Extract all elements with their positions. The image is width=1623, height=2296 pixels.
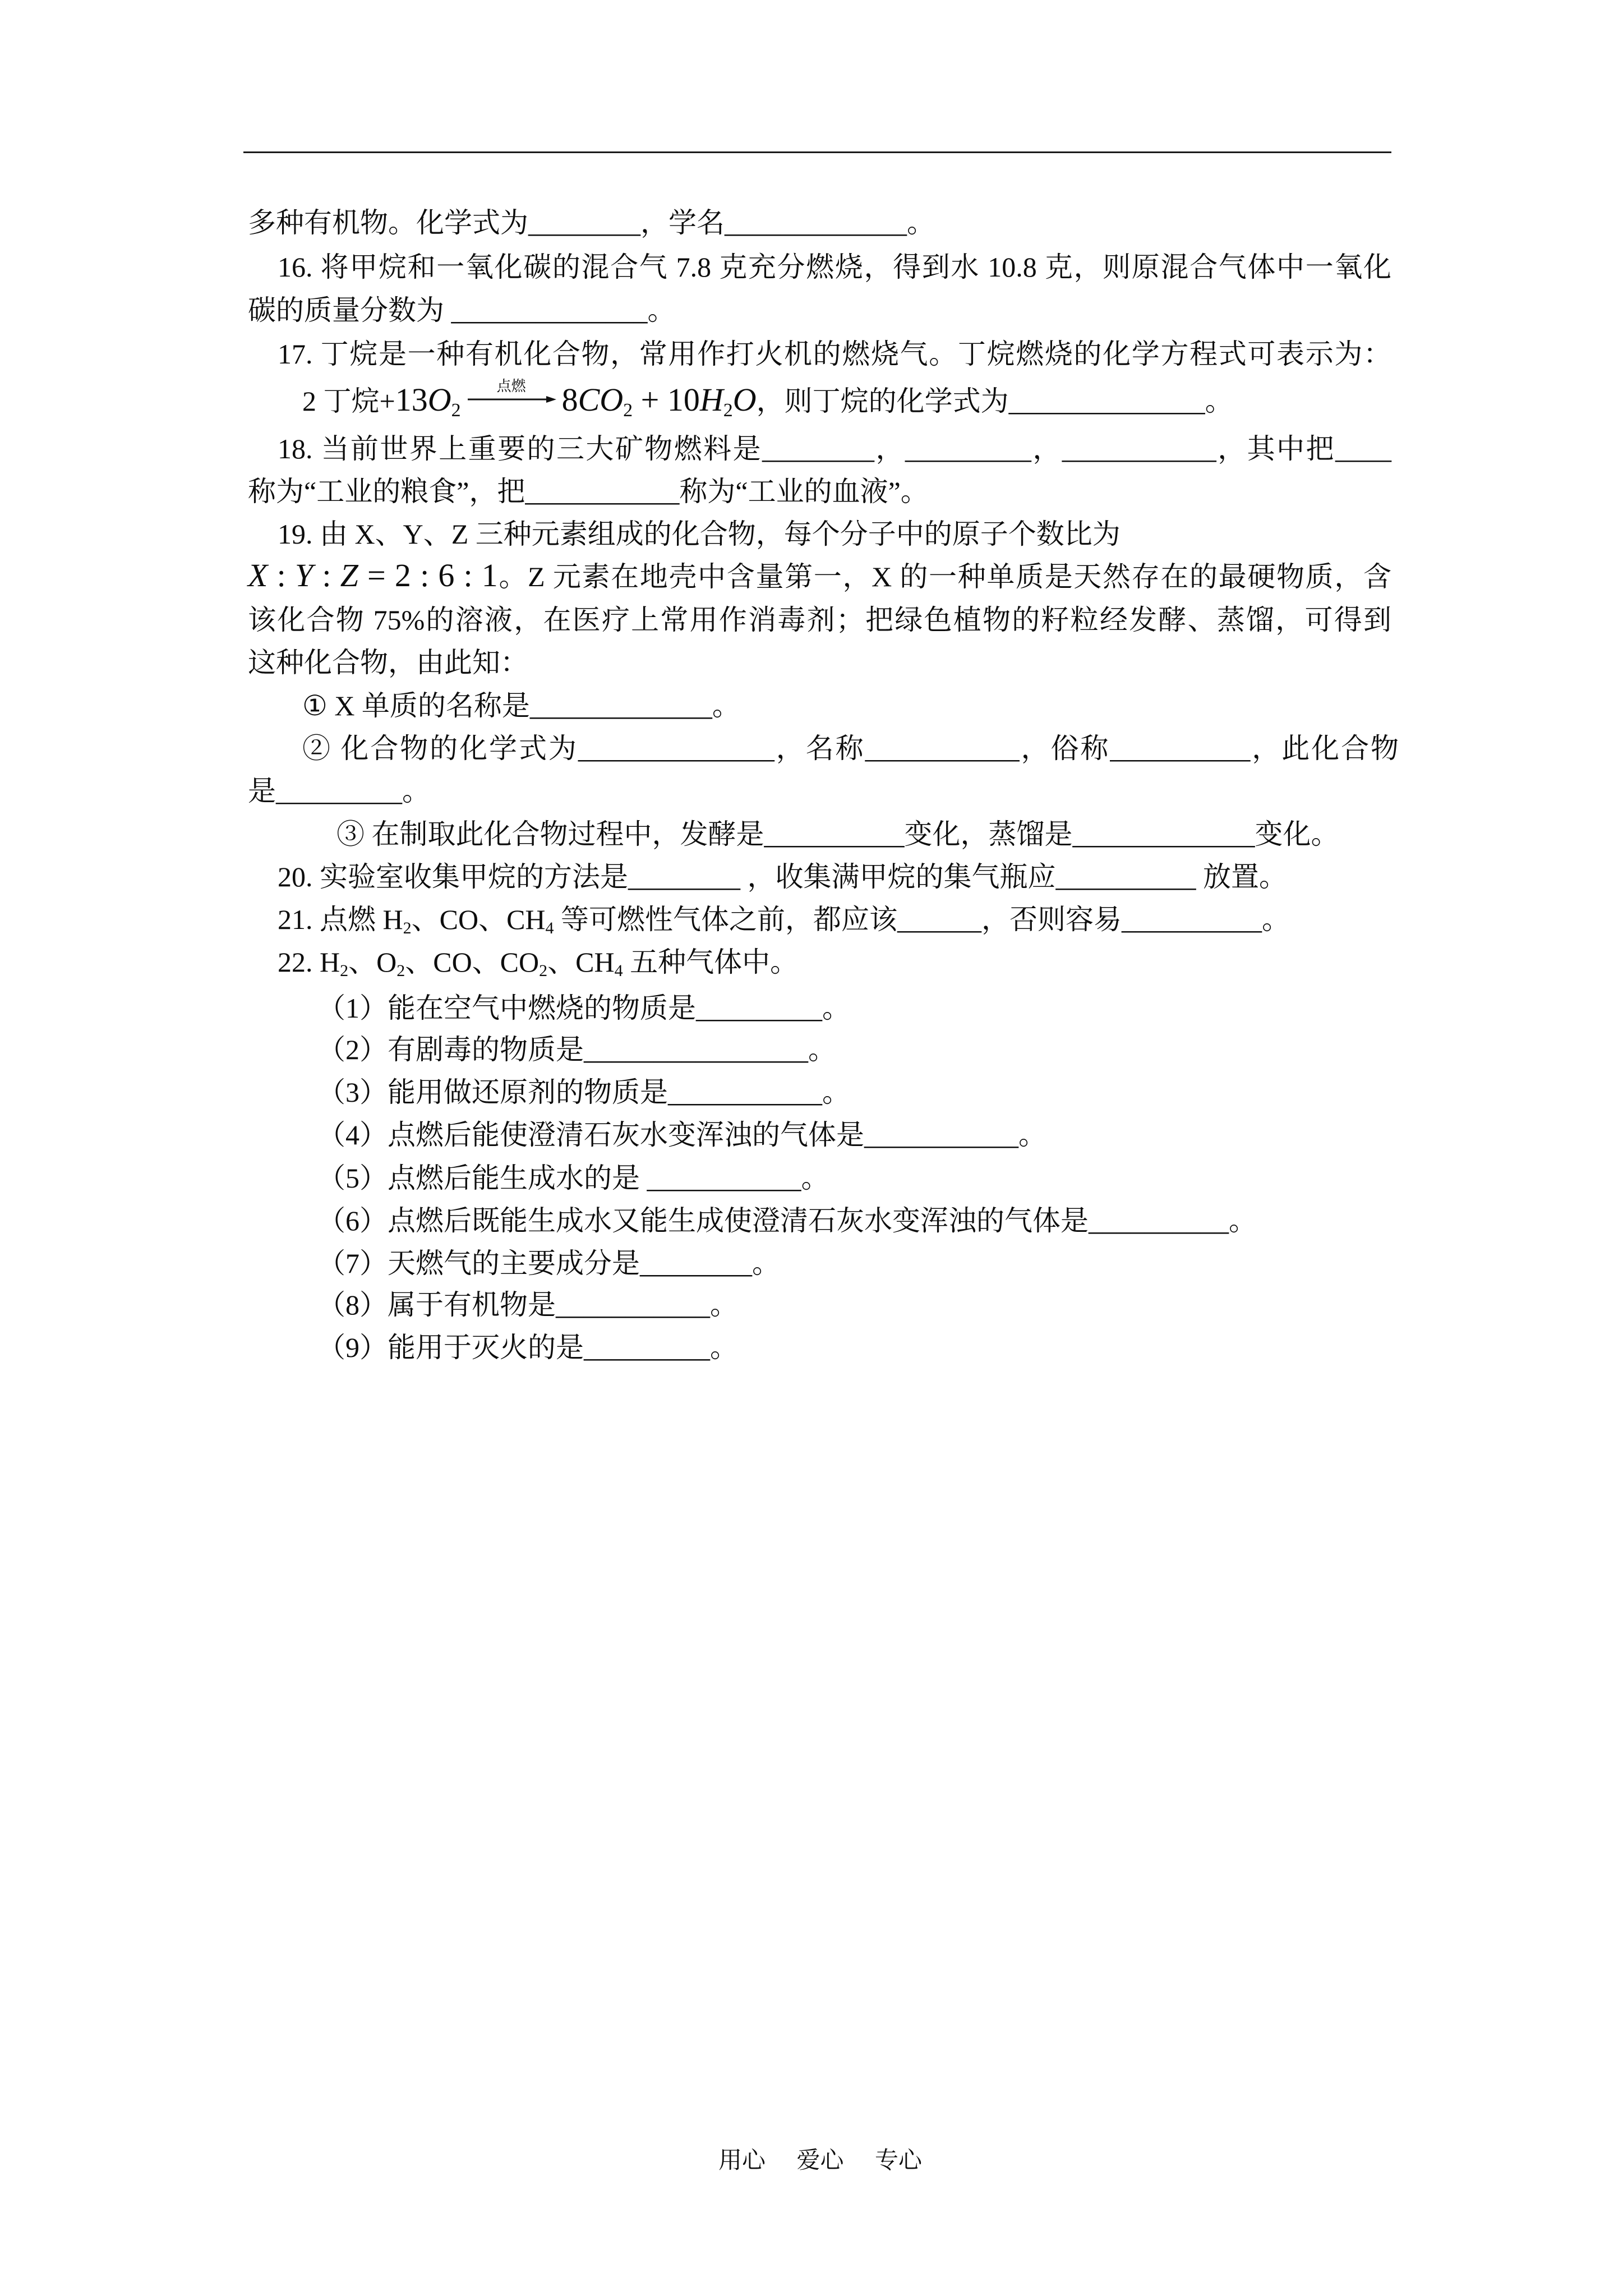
ratio-separator: : xyxy=(313,557,340,593)
h2o-hydrogen: H xyxy=(699,381,723,418)
ratio-var-x: X xyxy=(248,557,268,593)
q19-line2-text: 。Z 元素在地壳中含量第一，X 的一种单质是天然存在的最硬物质，含 xyxy=(497,561,1391,592)
q21-text: 等可燃性气体之前，都应该______，否则容易__________。 xyxy=(554,904,1290,935)
q22-item-5: （5）点燃后能生成水的是 ___________。 xyxy=(317,1162,829,1194)
oxygen-subscript: 2 xyxy=(451,400,461,421)
q22-item-2: （2）有剧毒的物质是________________。 xyxy=(317,1034,836,1065)
q21-text: 21. 点燃 H xyxy=(278,904,403,935)
subscript: 2 xyxy=(340,961,349,980)
q15-continuation: 多种有机物。化学式为________，学名_____________。 xyxy=(248,207,935,238)
reaction-arrow xyxy=(467,378,556,404)
q22-text: 五种气体中。 xyxy=(623,946,799,978)
ratio-var-z: Z xyxy=(340,557,358,593)
q22-text: 、CH xyxy=(547,946,615,978)
subscript: 4 xyxy=(545,919,554,937)
oxygen-coefficient: 13 xyxy=(395,381,428,418)
q22-item-1: （1）能在空气中燃烧的物质是_________。 xyxy=(317,992,850,1024)
q22-item-8: （8）属于有机物是___________。 xyxy=(317,1289,738,1320)
q19-line2 xyxy=(248,559,1391,593)
q18-line2: 称为“工业的粮食”，把___________称为“工业的血液”。 xyxy=(248,476,929,507)
page-footer: 用心 爱心 专心 xyxy=(718,2148,923,2174)
q22-heading xyxy=(278,945,798,979)
q19-sub3: ③ 在制取此化合物过程中，发酵是__________变化，蒸馏是_____________变化。 xyxy=(336,818,1339,850)
q22-item-3: （3）能用做还原剂的物质是___________。 xyxy=(317,1076,850,1108)
q22-text: 22. H xyxy=(278,946,340,978)
q22-item-4: （4）点燃后能使澄清石灰水变浑浊的气体是___________。 xyxy=(317,1119,1046,1151)
atom-ratio xyxy=(248,557,498,593)
reaction-condition: 点燃 xyxy=(496,378,526,394)
oxygen-term xyxy=(395,381,461,421)
ratio-var-y: Y xyxy=(294,557,313,593)
q19-line1: 19. 由 X、Y、Z 三种元素组成的化合物，每个分子中的原子个数比为 xyxy=(278,518,1121,550)
arrow-head xyxy=(546,396,556,403)
co2-subscript: 2 xyxy=(623,400,633,421)
ratio-separator: : xyxy=(268,557,295,593)
products-term xyxy=(561,381,757,421)
q16-line2: 碳的质量分数为 ______________。 xyxy=(248,295,676,326)
equation-suffix: ，则丁烷的化学式为______________。 xyxy=(756,385,1233,417)
q17-equation-line xyxy=(302,378,1233,421)
q19-sub2-line2: 是_________。 xyxy=(248,775,430,807)
q19-line3: 该化合物 75%的溶液，在医疗上常用作消毒剂；把绿色植物的籽粒经发酵、蒸馏，可得到 xyxy=(248,604,1391,636)
h2o-coefficient: + 10 xyxy=(633,381,700,418)
co2-coefficient: 8 xyxy=(561,381,578,418)
arrow-icon xyxy=(467,395,556,404)
subscript: 4 xyxy=(614,961,623,980)
equation-prefix: 2 丁烷+ xyxy=(302,385,395,417)
q21-line1 xyxy=(278,903,1290,936)
header-rule xyxy=(243,151,1391,153)
q16-line1: 16. 将甲烷和一氧化碳的混合气 7.8 克充分燃烧，得到水 10.8 克，则原混合气体中一氧化 xyxy=(278,251,1391,283)
subscript: 2 xyxy=(403,919,412,937)
q22-item-7: （7）天燃气的主要成分是________。 xyxy=(317,1248,780,1279)
q22-item-9: （9）能用于灭火的是_________。 xyxy=(317,1332,738,1363)
q19-sub2-line1: ② 化合物的化学式为______________，名称___________，俗称__________，此化合物 xyxy=(302,733,1399,764)
ratio-values: = 2 : 6 : 1 xyxy=(358,557,498,593)
q18-line1: 18. 当前世界上重要的三大矿物燃料是________，_________，___________，其中把____ xyxy=(278,433,1391,464)
h2o-oxygen: O xyxy=(732,381,757,418)
q17-line1: 17. 丁烷是一种有机化合物，常用作打火机的燃烧气。丁烷燃烧的化学方程式可表示为： xyxy=(278,338,1391,370)
q22-text: 、O xyxy=(348,946,397,978)
subscript: 2 xyxy=(396,961,405,980)
h2o-subscript: 2 xyxy=(723,400,733,421)
subscript: 2 xyxy=(539,961,548,980)
q22-text: 、CO、CO xyxy=(405,946,540,978)
q20-line1: 20. 实验室收集甲烷的方法是________ ，收集满甲烷的集气瓶应__________ 放置。 xyxy=(278,861,1287,892)
q19-line4: 这种化合物，由此知： xyxy=(248,647,528,678)
co2-symbol: CO xyxy=(578,381,624,418)
q21-text: 、CO、CH xyxy=(411,904,546,935)
q19-sub1: ① X 单质的名称是_____________。 xyxy=(302,690,740,721)
oxygen-symbol: O xyxy=(427,381,451,418)
q22-item-6: （6）点燃后既能生成水又能生成使澄清石灰水变浑浊的气体是__________。 xyxy=(317,1205,1257,1236)
